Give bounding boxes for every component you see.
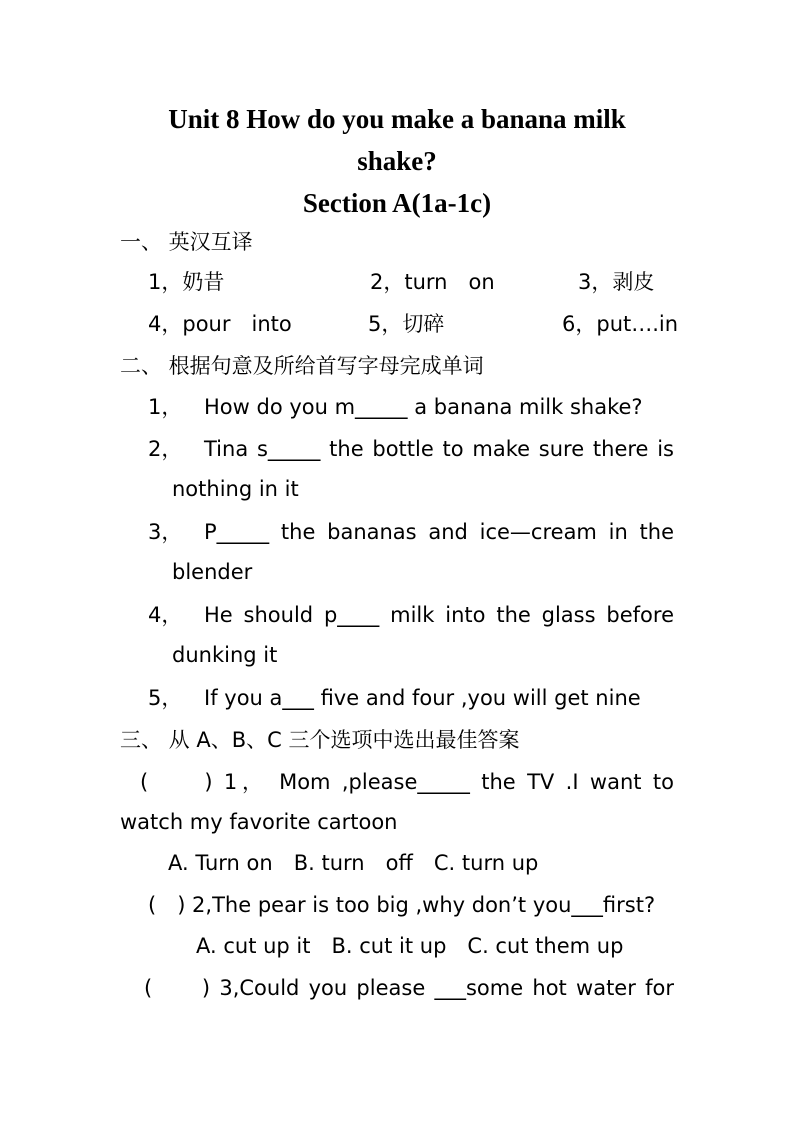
part3-heading: 三、 从 A、B、C 三个选项中选出最佳答案 [120, 728, 520, 752]
part2-item-3-number: 3， [148, 520, 183, 544]
part1-item-2: 2，turn on [370, 270, 495, 294]
part2-item-4-text: He should p____ milk into the glass before [204, 603, 674, 627]
part2-item-5-text: If you a___ five and four ,you will get nine [204, 686, 641, 710]
part2-item-4-number: 4， [148, 603, 183, 627]
part1-item-5: 5，切碎 [368, 312, 445, 336]
part2-item-4-continuation: dunking it [172, 643, 278, 667]
part2-item-3-text: P_____ the bananas and ice—cream in the [204, 520, 674, 544]
title-line-1: Unit 8 How do you make a banana milk [168, 104, 626, 134]
part2-item-3-continuation: blender [172, 560, 253, 584]
part1-item-6: 6，put….in [562, 312, 679, 336]
part2-item-2-text: Tina s_____ the bottle to make sure there is [204, 437, 674, 461]
part2-item-2-number: 2， [148, 437, 183, 461]
part2-item-1-number: 1， [148, 395, 183, 419]
part2-item-5-number: 5， [148, 686, 183, 710]
part3-q2-options: A. cut up it B. cut it up C. cut them up [196, 934, 624, 958]
part1-item-3: 3，剥皮 [578, 270, 655, 294]
part1-heading: 一、 英汉互译 [120, 230, 253, 254]
part3-q1-text: ( ) 1， Mom ,please_____ the TV .I want to [140, 770, 674, 794]
part3-q3-text: ( ) 3,Could you please ___some hot water for [144, 976, 674, 1000]
part3-q1-continuation: watch my favorite cartoon [120, 810, 398, 834]
part2-heading: 二、 根据句意及所给首写字母完成单词 [120, 354, 484, 378]
part1-item-4: 4，pour into [148, 312, 292, 336]
part1-item-1: 1，奶昔 [148, 270, 225, 294]
part2-item-2-continuation: nothing in it [172, 477, 299, 501]
section-title: Section A(1a-1c) [302, 188, 492, 218]
title-line-2: shake? [357, 146, 437, 176]
part3-q2-text: ( ) 2,The pear is too big ,why don’t you___first? [148, 893, 656, 917]
part2-item-1-text: How do you m_____ a banana milk shake? [204, 395, 643, 419]
part3-q1-options: A. Turn on B. turn off C. turn up [168, 851, 539, 875]
